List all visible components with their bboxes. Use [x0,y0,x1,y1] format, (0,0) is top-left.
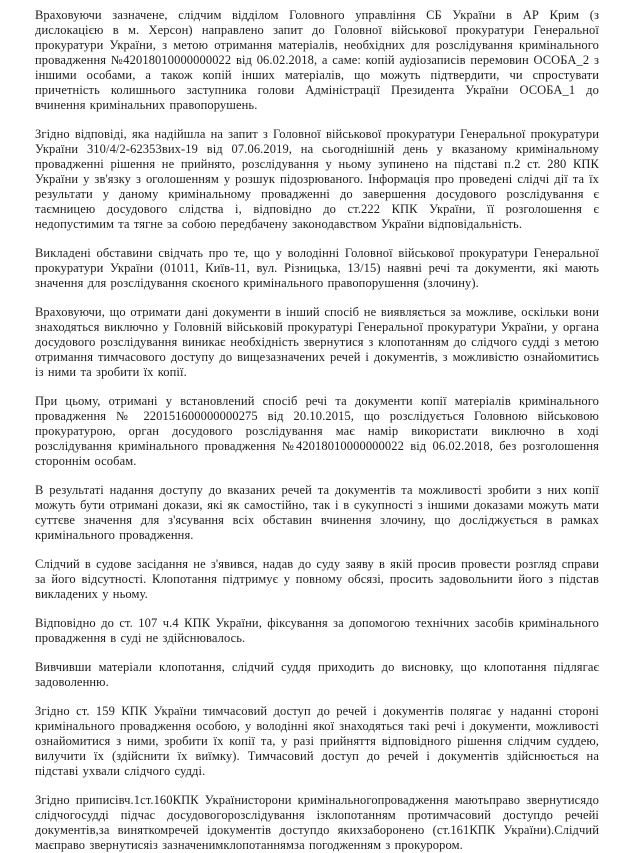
paragraph-no-technical-recording: Відповідно до ст. 107 ч.4 КПК України, фіксування за допомогою технічних засобів кримінального провадження в суді не здійснювалось. [35,616,599,645]
paragraph-response-secrecy: Згідно відповіді, яка надійшла на запит з Головної військової прокуратури Генеральної прокуратури України 310/4/2-62353вих-19 від 07.06.2019, на сьогоднішній день у вказаному кримінальному провадженні рішення не прийнято, розслідування у ньому зупинено на підставі п.2 ст. 280 КПК України у зв'язку з оголошенням у розшук підозрюваного. Інформація про проведені слідчі дії та їх результати у даному кримінальному провадженні до завершення досудового розслідування є таємницею досудового слідства і, відповідно до ст.222 КПК України, її розголошення є недопустимим та тягне за собою передбачену законодавством України відповідальність. [35,127,599,231]
paragraph-request-to-prosecutor: Враховуючи зазначене, слідчим відділом Головного управління СБ України в АР Крим (з дислокацією в м. Херсон) направлено запит до Головної військової прокуратури Генеральної прокуратури України, з метою отримання матеріалів, необхідних для розслідування кримінального провадження №42018010000000022 від 06.02.2018, а саме: копій аудіозаписів перемовин ОСОБА_2 з іншими особами, а також копій інших матеріалів, що можуть підтвердити, чи спростувати причетність колишнього заступника голови Адміністрації Президента України ОСОБА_1 до вчинення кримінальних правопорушень. [35,8,599,112]
paragraph-investigator-absent: Слідчий в судове засідання не з'явився, надав до суду заяву в якій просив провести розгляд справи за його відсутності. Клопотання підтримує у повному обсязі, просить задовольнити його з підстав викладених у ньому. [35,557,599,601]
paragraph-intended-use: При цьому, отримані у встановлений спосіб речі та документи копії матеріалів кримінального провадження № 220151600000000275 від 20.10.2015, що розслідується Головною військовою прокуратурою, орган досудового розслідування має намір використати виключно в ході розслідування кримінального провадження №42018010000000022 від 06.02.2018, без розголошення стороннім особам. [35,394,599,468]
paragraph-evidence-value: В результаті надання доступу до вказаних речей та документів та можливості зробити з них копії можуть бути отримані докази, які як самостійно, так і в сукупності з іншими доказами можуть мати суттєве значення для з'ясування всіх обставин вчинення злочину, що досліджується в рамках кримінального провадження. [35,483,599,542]
paragraph-items-location: Викладені обставини свідчать про те, що у володінні Головної військової прокуратури Генеральної прокуратури України (01011, Київ-11, вул. Різницька, 13/15) наявні речі та документи, які мають значення для розслідування скоєного кримінального правопорушення (злочину). [35,246,599,290]
paragraph-judge-conclusion: Вивчивши матеріали клопотання, слідчий суддя приходить до висновку, що клопотання підлягає задоволенню. [35,660,599,689]
paragraph-article-159: Згідно ст. 159 КПК України тимчасовий доступ до речей і документів полягає у наданні стороні кримінального провадження особою, у володінні якої знаходяться такі речі і документи, можливості ознайомитися з ними, зробити їх копії та, у разі прийняття відповідного рішення слідчим суддею, вилучити їх (здійснити їх виїмку). Тимчасовий доступ до речей і документів здійснюється на підставі ухвали слідчого судді. [35,704,599,778]
paragraph-article-160: Згідно приписівч.1ст.160КПК Українисторони кримінальногопровадження маютьправо звернутисядо слідчогосудді підчас досудовогорозслідування ізклопотанням протимчасовий доступдо речейі документів,за виняткомречей ідокументів доступдо якихзаборонено (ст.161КПК України).Слідчий маєправо звернутисяіз зазначенимклопотаннямза погодженням з прокурором. [35,793,599,852]
paragraph-need-for-motion: Враховуючи, що отримати дані документи в інший спосіб не виявляється за можливе, оскільки вони знаходяться виключно у Головній військовій прокуратурі Генеральної прокуратури України, у органа досудового розслідування виникає необхідність звернутися з клопотанням до слідчого судді з метою отримання тимчасового доступу до вищезазначених речей і документів, з можливістю ознайомитись із ними та зробити їх копії. [35,305,599,379]
